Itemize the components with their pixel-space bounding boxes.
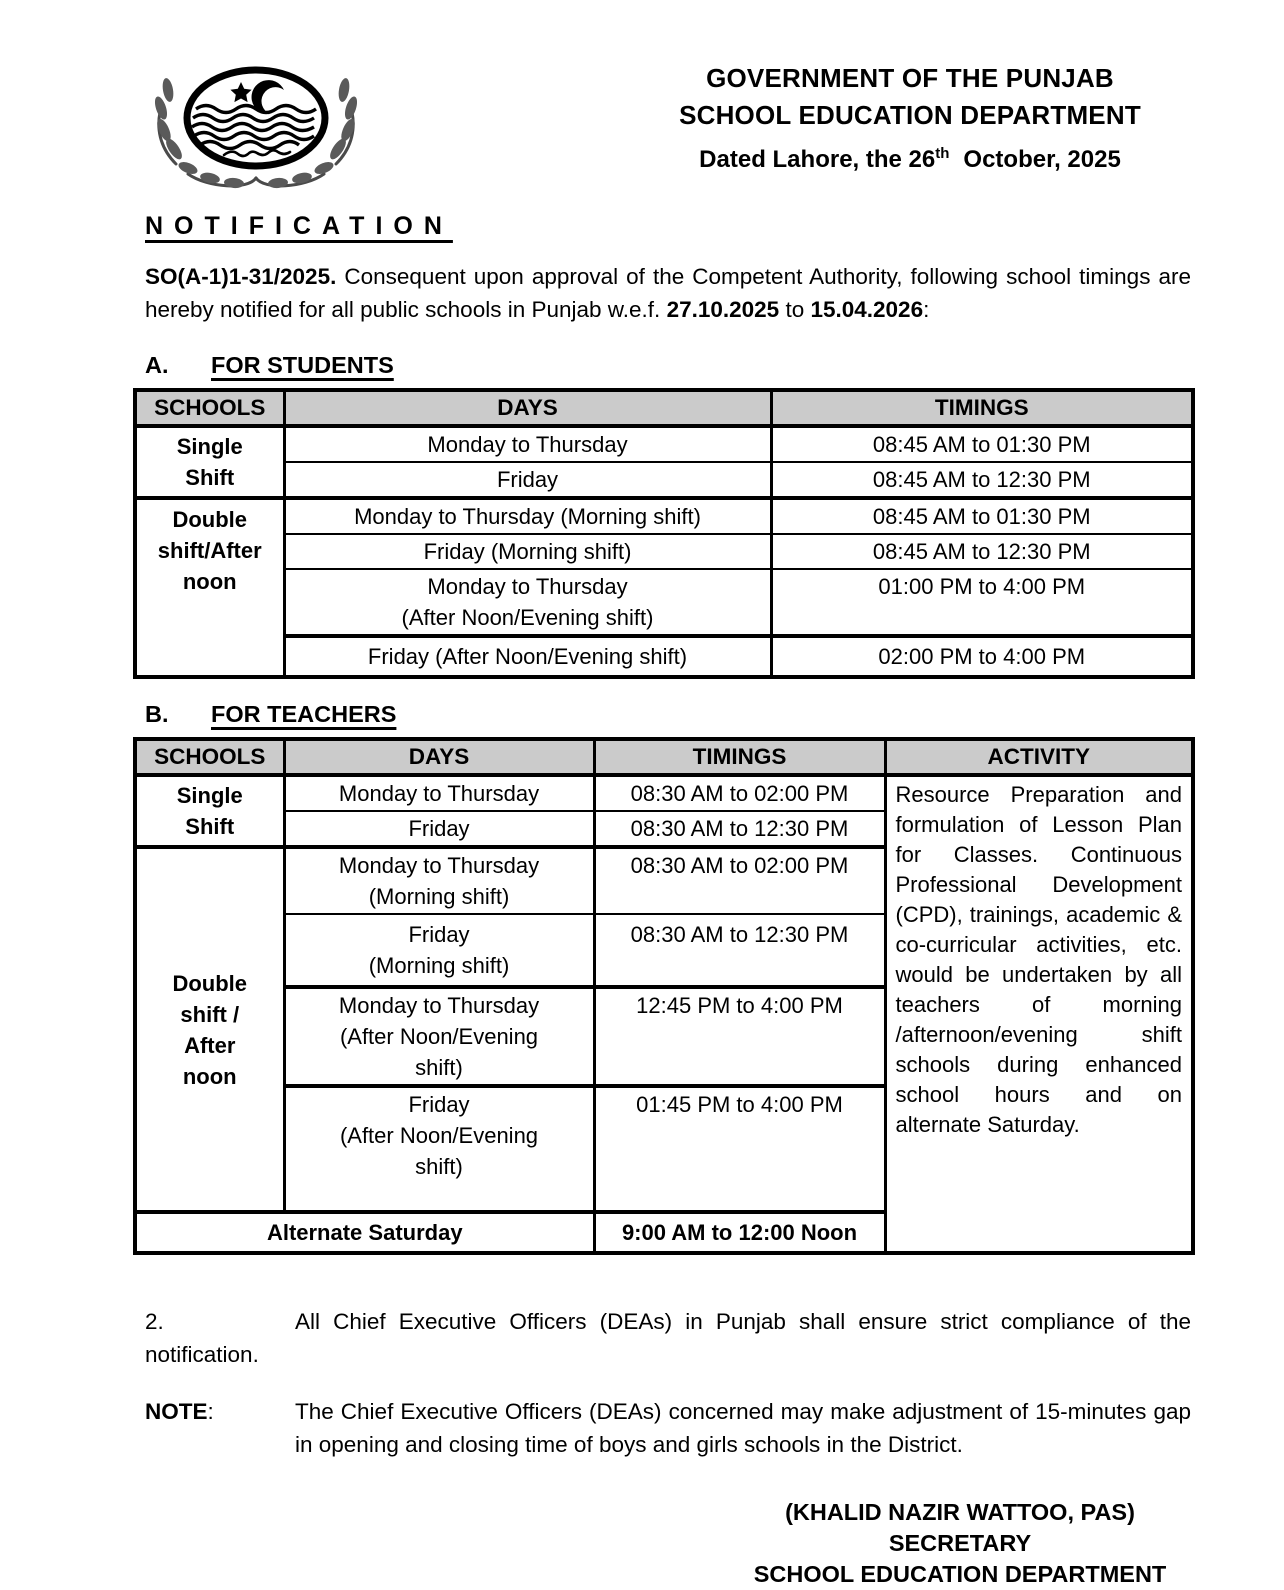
- intro-paragraph: SO(A-1)1-31/2025. Consequent upon approval of the Competent Authority, following school timings are hereby notified for all public schools in Punjab w.e.f. 27.10.2025 to 15.04.2026:: [145, 264, 1191, 322]
- paragraph-number: 2.: [145, 1309, 164, 1334]
- table-row: [135, 569, 1193, 636]
- timings-cell: 08:45 AM to 12:30 PM: [771, 462, 1193, 498]
- days-cell: Friday (After Noon/Evening shift): [284, 1086, 594, 1212]
- table-row: [135, 390, 1193, 426]
- note-label: NOTE:: [145, 1399, 214, 1424]
- section-a-title: FOR STUDENTS: [211, 352, 394, 378]
- days-cell: Monday to Thursday (After Noon/Evening shift): [284, 987, 594, 1086]
- teachers-timings-table: [133, 737, 1195, 1255]
- days-cell: Friday (Morning shift): [284, 534, 771, 569]
- days-cell: Friday: [284, 811, 594, 847]
- days-cell: Friday (After Noon/Evening shift): [284, 636, 771, 677]
- timings-cell: 08:30 AM to 02:00 PM: [594, 775, 885, 811]
- days-cell: Monday to Thursday: [284, 426, 771, 462]
- timings-cell: 01:45 PM to 4:00 PM: [594, 1086, 885, 1212]
- column-header-days: DAYS: [284, 390, 771, 426]
- days-cell: Monday to Thursday (Morning shift): [284, 847, 594, 914]
- timings-cell: 08:30 AM to 02:00 PM: [594, 847, 885, 914]
- government-title: GOVERNMENT OF THE PUNJAB: [706, 63, 1114, 93]
- activity-cell: Resource Preparation and formulation of Lesson Plan for Classes. Continuous Professional Development (CPD), trainings, academic & co-curricular activities, etc. would be undertaken by all teachers of morning /afternoon/evening shift schools during enhanced school hours and on alternate Saturday.: [885, 775, 1193, 1253]
- date-suffix: October, 2025: [963, 146, 1121, 173]
- note-paragraph: [145, 1395, 1191, 1461]
- table-row: [135, 636, 1193, 677]
- timings-cell: 02:00 PM to 4:00 PM: [771, 636, 1193, 677]
- column-header-schools: SCHOOLS: [135, 390, 284, 426]
- table-row: [135, 498, 1193, 534]
- signatory-department: SCHOOL EDUCATION DEPARTMENT: [753, 1561, 1167, 1587]
- table-row: [135, 739, 1193, 775]
- alternate-saturday-cell: Alternate Saturday: [135, 1212, 594, 1253]
- days-cell: Friday (Morning shift): [284, 914, 594, 987]
- punjab-government-emblem-icon: [148, 46, 364, 198]
- days-cell: Friday: [284, 462, 771, 498]
- section-b-title: FOR TEACHERS: [211, 701, 397, 727]
- days-cell: Monday to Thursday (After Noon/Evening shift): [284, 569, 771, 636]
- school-type-cell: Single Shift: [135, 426, 284, 498]
- department-title: SCHOOL EDUCATION DEPARTMENT: [679, 100, 1141, 130]
- date-prefix: Dated Lahore, the 26: [699, 146, 936, 173]
- days-cell: Monday to Thursday (Morning shift): [284, 498, 771, 534]
- timings-cell: 08:30 AM to 12:30 PM: [594, 914, 885, 987]
- timings-cell: 08:45 AM to 01:30 PM: [771, 426, 1193, 462]
- note-text: The Chief Executive Officers (DEAs) concerned may make adjustment of 15-minutes gap in opening and closing time of boys and girls schools in the District.: [295, 1399, 1191, 1457]
- signature-block: [695, 1497, 1225, 1590]
- notification-heading: NOTIFICATION: [145, 212, 453, 240]
- section-b-label: B.: [145, 701, 169, 727]
- timings-cell: 08:30 AM to 12:30 PM: [594, 811, 885, 847]
- table-row: [135, 426, 1193, 462]
- table-row: [135, 775, 1193, 811]
- school-type-cell: Double shift/After noon: [135, 498, 284, 677]
- students-timings-table: [133, 388, 1195, 679]
- section-a-heading: [145, 352, 1191, 379]
- reference-number: SO(A-1)1-31/2025.: [145, 264, 337, 289]
- timings-cell: 01:00 PM to 4:00 PM: [771, 569, 1193, 636]
- signatory-name: (KHALID NAZIR WATTOO, PAS): [785, 1499, 1135, 1525]
- alternate-saturday-timings-cell: 9:00 AM to 12:00 Noon: [594, 1212, 885, 1253]
- school-type-cell: Single Shift: [135, 775, 284, 847]
- section-a-label: A.: [145, 352, 169, 378]
- date-line: [636, 146, 1184, 174]
- days-cell: Monday to Thursday: [284, 775, 594, 811]
- department-header: [636, 60, 1184, 134]
- column-header-days: DAYS: [284, 739, 594, 775]
- timings-cell: 08:45 AM to 12:30 PM: [771, 534, 1193, 569]
- effective-to-date: 15.04.2026: [810, 296, 924, 322]
- column-header-timings: TIMINGS: [594, 739, 885, 775]
- section-b-heading: [145, 701, 1191, 728]
- date-ordinal: th: [935, 145, 950, 162]
- timings-cell: 08:45 AM to 01:30 PM: [771, 498, 1193, 534]
- compliance-paragraph: 2. All Chief Executive Officers (DEAs) in Punjab shall ensure strict compliance of the notification.: [145, 1305, 1191, 1371]
- signatory-title: SECRETARY: [888, 1530, 1032, 1556]
- table-row: [135, 462, 1193, 498]
- timings-cell: 12:45 PM to 4:00 PM: [594, 987, 885, 1086]
- table-row: [135, 534, 1193, 569]
- column-header-activity: ACTIVITY: [885, 739, 1193, 775]
- column-header-schools: SCHOOLS: [135, 739, 284, 775]
- school-type-cell: Double shift / After noon: [135, 847, 284, 1212]
- column-header-timings: TIMINGS: [771, 390, 1193, 426]
- effective-from-date: 27.10.2025: [666, 296, 780, 322]
